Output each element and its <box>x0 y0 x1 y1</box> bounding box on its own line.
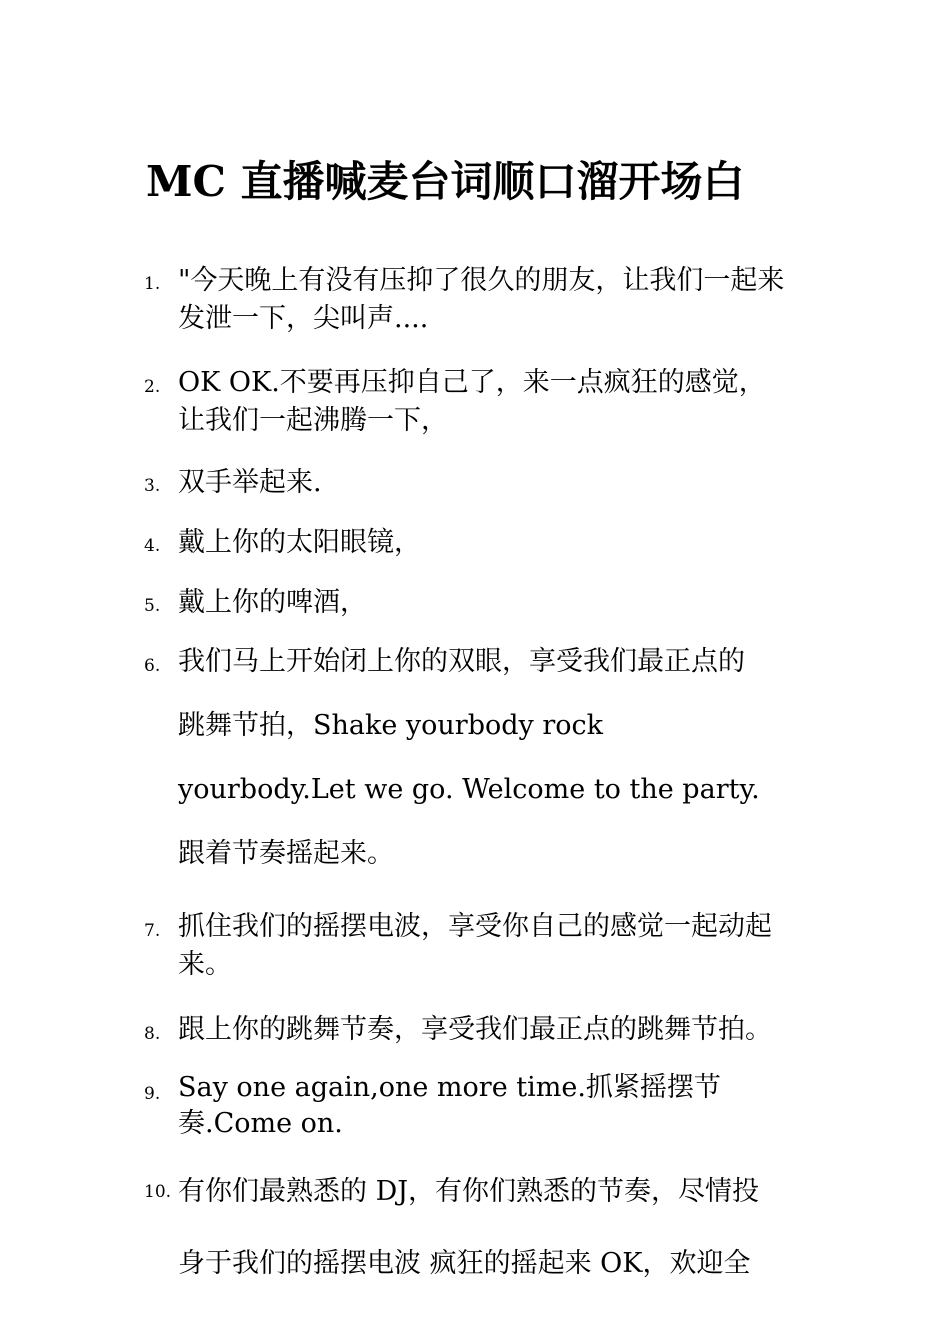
list-item-line: 身于我们的摇摆电波 疯狂的摇起来 OK，欢迎全 <box>178 1248 751 1279</box>
document-title: MC 直播喊麦台词顺口溜开场白 <box>146 157 745 206</box>
list-item-line: 我们马上开始闭上你的双眼，享受我们最正点的 <box>178 646 745 677</box>
list-item-text <box>178 630 838 886</box>
list-item-line: "今天晚上有没有压抑了很久的朋友，让我们一起来 <box>178 265 785 296</box>
list-item-text <box>178 464 838 502</box>
list-item-text <box>178 262 838 338</box>
list-item-text <box>178 524 838 562</box>
list-item-text <box>178 584 838 622</box>
list-item-number: 1. <box>144 274 161 294</box>
list-item-number: 3. <box>144 476 161 496</box>
list-item-text <box>178 1156 838 1300</box>
list-item-number: 6. <box>144 656 161 676</box>
list-item-line: 抓住我们的摇摆电波，享受你自己的感觉一起动起 <box>178 911 772 942</box>
list-item-line: 让我们一起沸腾一下， <box>178 405 448 436</box>
list-item-line: 发泄一下，尖叫声.... <box>178 303 429 334</box>
list-item-line: 戴上你的啤酒， <box>178 587 367 618</box>
list-item-number: 4. <box>144 536 161 556</box>
list-item-text <box>178 908 838 984</box>
list-item-line: 戴上你的太阳眼镜， <box>178 527 421 558</box>
list-item-text <box>178 1011 838 1049</box>
list-item-line: 有你们最熟悉的 DJ，有你们熟悉的节奏，尽情投 <box>178 1176 760 1207</box>
list-item-line: 跟着节奏摇起来。 <box>178 838 394 869</box>
list-item-line: 跟上你的跳舞节奏，享受我们最正点的跳舞节拍。 <box>178 1014 772 1045</box>
list-item-number: 9. <box>144 1084 161 1104</box>
list-item-line: 跳舞节拍，Shake yourbody rock <box>178 710 604 741</box>
list-item-line: Say one again,one more time.抓紧摇摆节 <box>178 1072 721 1103</box>
list-item-number: 8. <box>144 1024 161 1044</box>
list-item-line: OK OK.不要再压抑自己了，来一点疯狂的感觉， <box>178 367 766 398</box>
list-item-text <box>178 364 838 440</box>
list-item-line: 来。 <box>178 949 232 980</box>
list-item-line: yourbody.Let we go. Welcome to the party. <box>178 774 760 805</box>
list-item-text <box>178 1070 838 1142</box>
list-item-number: 10. <box>144 1182 172 1202</box>
list-item-number: 2. <box>144 377 161 397</box>
list-item-number: 5. <box>144 596 161 616</box>
list-item-line: 奏.Come on. <box>178 1108 343 1139</box>
list-item-number: 7. <box>144 921 161 941</box>
list-item-line: 双手举起来. <box>178 467 322 498</box>
